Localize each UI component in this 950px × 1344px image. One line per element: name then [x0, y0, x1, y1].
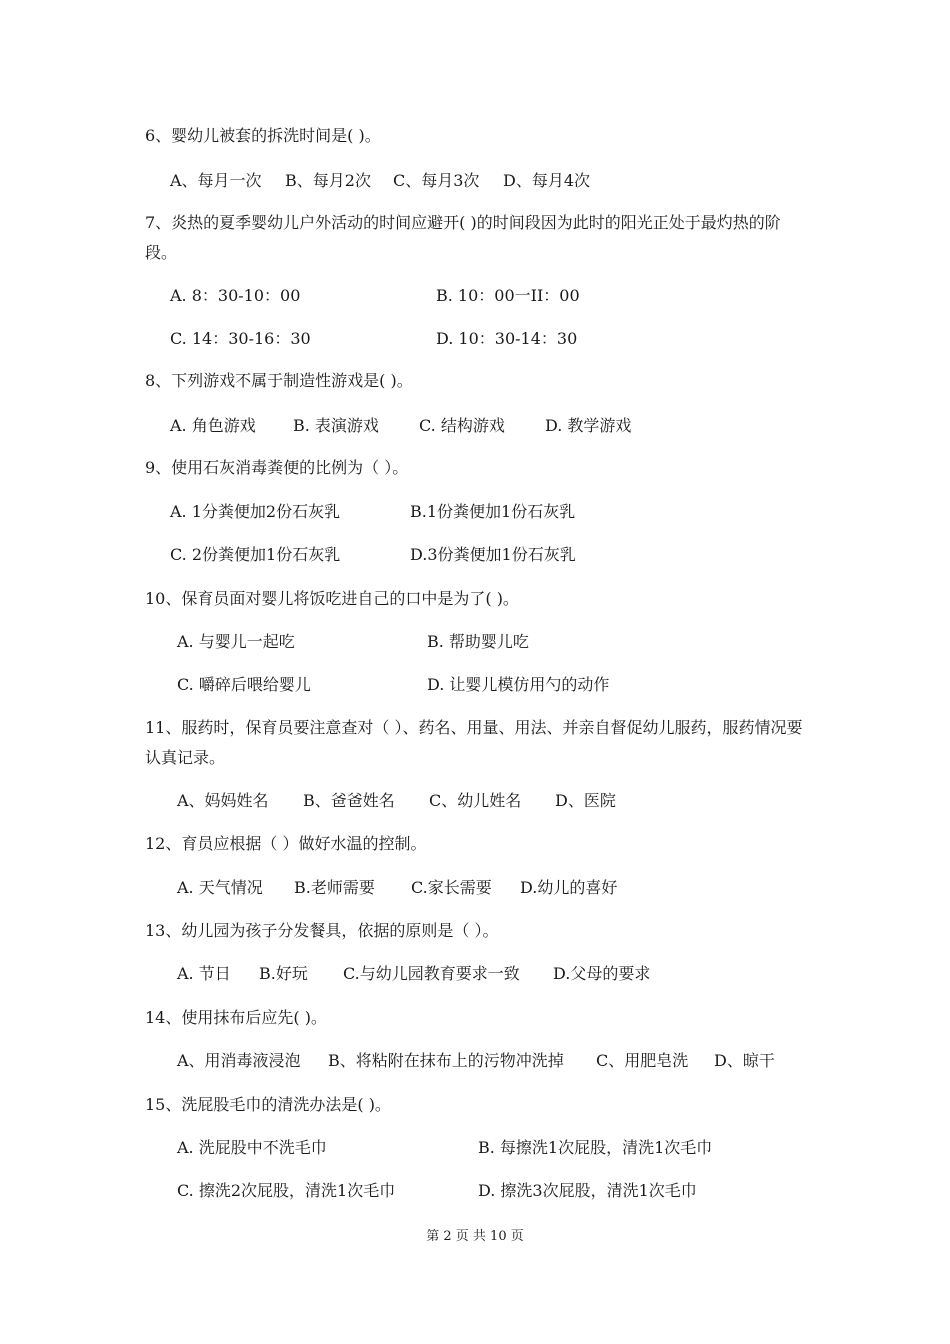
option-b: B.好玩: [259, 964, 308, 983]
option-c: C. 结构游戏: [419, 416, 505, 435]
option-b: B. 帮助婴儿吃: [427, 632, 529, 651]
option-c: C. 2份粪便加1份石灰乳: [170, 545, 341, 564]
option-d: D.父母的要求: [553, 964, 651, 983]
option-c: C、每月3次: [393, 171, 480, 190]
option-d: D.幼儿的喜好: [520, 878, 618, 897]
question-8-options: [170, 414, 631, 438]
question-10: 10、保育员面对婴儿将饭吃进自己的口中是为了( )。: [145, 589, 519, 608]
question-13-options: [177, 962, 650, 986]
option-a: A. 1分粪便加2份石灰乳: [170, 502, 341, 521]
option-d: D. 擦洗3次屁股，清洗1次毛巾: [478, 1181, 697, 1200]
option-c: C.家长需要: [411, 878, 492, 897]
option-c: C、幼儿姓名: [429, 791, 522, 810]
option-d: D、医院: [555, 791, 616, 810]
option-c: C.与幼儿园教育要求一致: [343, 964, 520, 983]
option-d: D、晾干: [714, 1051, 775, 1070]
option-a: A. 节日: [177, 964, 231, 983]
question-6-options: [170, 169, 590, 193]
question-13: 13、幼儿园为孩子分发餐具，依据的原则是（ ）。: [145, 921, 499, 940]
option-d: D. 让婴儿模仿用勺的动作: [427, 675, 610, 694]
question-12-options: [177, 876, 617, 900]
option-d: D.3份粪便加1份石灰乳: [410, 545, 576, 564]
option-a: A. 天气情况: [177, 878, 263, 897]
question-9: 9、使用石灰消毒粪便的比例为（ ）。: [145, 458, 409, 477]
option-a: A、妈妈姓名: [177, 791, 269, 810]
option-b: B、将粘附在抹布上的污物冲洗掉: [328, 1051, 564, 1070]
option-b: B、爸爸姓名: [303, 791, 395, 810]
option-b: B. 表演游戏: [293, 416, 379, 435]
option-c: C. 14：30-16：30: [170, 329, 311, 348]
option-a: A. 8：30-10：00: [170, 286, 301, 305]
question-12: 12、育员应根据（ ）做好水温的控制。: [145, 834, 427, 853]
option-b: B.老师需要: [294, 878, 375, 897]
question-11-options: [177, 789, 616, 813]
option-a: A、用消毒液浸泡: [177, 1051, 301, 1070]
question-8: 8、下列游戏不属于制造性游戏是( )。: [145, 371, 413, 390]
question-11: 11、服药时，保育员要注意查对（ ）、药名、用量、用法、并亲自督促幼儿服药，服药情况要认真记录。: [145, 718, 803, 767]
option-a: A. 洗屁股中不洗毛巾: [177, 1138, 327, 1157]
question-15: 15、洗屁股毛巾的清洗办法是( )。: [145, 1095, 391, 1114]
question-14: 14、使用抹布后应先( )。: [145, 1008, 327, 1027]
option-b: B. 10：00一II：00: [436, 286, 580, 305]
option-d: D. 10：30-14：30: [436, 329, 578, 348]
option-c: C. 擦洗2次屁股，清洗1次毛巾: [177, 1181, 396, 1200]
question-7: 7、炎热的夏季婴幼儿户外活动的时间应避开( )的时间段因为此时的阳光正处于最灼热的阶段。: [145, 213, 781, 262]
option-b: B、每月2次: [285, 171, 371, 190]
option-c: C. 嚼碎后喂给婴儿: [177, 675, 311, 694]
option-b: B.1份粪便加1份石灰乳: [410, 502, 576, 521]
option-a: A. 角色游戏: [170, 416, 256, 435]
page-number-footer: 第 2 页 共 10 页: [426, 1229, 524, 1244]
option-b: B. 每擦洗1次屁股，清洗1次毛巾: [478, 1138, 713, 1157]
option-a: A、每月一次: [170, 171, 262, 190]
question-14-options: [177, 1049, 775, 1073]
option-a: A. 与婴儿一起吃: [177, 632, 295, 651]
option-d: D. 教学游戏: [545, 416, 632, 435]
option-d: D、每月4次: [503, 171, 591, 190]
option-c: C、用肥皂洗: [596, 1051, 689, 1070]
question-6: 6、婴幼儿被套的拆洗时间是( )。: [145, 126, 381, 145]
